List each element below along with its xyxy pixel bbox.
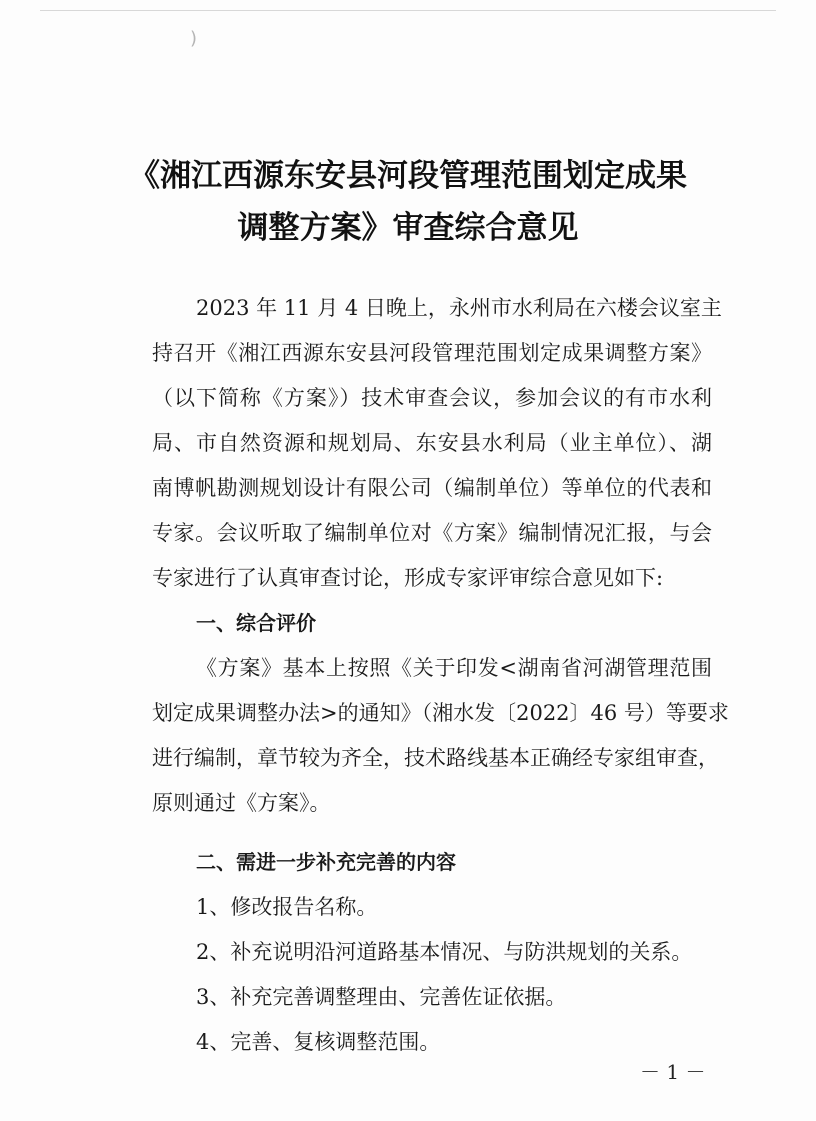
document-title — [100, 150, 716, 254]
page-number: － 1 － — [640, 1060, 706, 1084]
title-line-1: 《湘江西源东安县河段管理范围划定成果 — [129, 158, 687, 194]
intro-line-7: 专家进行了认真审查讨论，形成专家评审综合意见如下: — [152, 566, 664, 590]
evaluation-line-3: 进行编制，章节较为齐全，技术路线基本正确经专家组审查， — [152, 746, 719, 770]
intro-line-1: 2023 年 11 月 4 日晚上，永州市水利局在六楼会议室主 — [196, 296, 722, 320]
intro-line-5: 南博帆勘测规划设计有限公司（编制单位）等单位的代表和 — [152, 476, 712, 500]
intro-line-6: 专家。会议听取了编制单位对《方案》编制情况汇报，与会 — [152, 521, 712, 545]
evaluation-line-2: 划定成果调整办法>的通知》（湘水发〔2022〕46 号）等要求 — [152, 701, 729, 725]
document-body — [152, 286, 729, 1065]
improvement-item-4: 4、完善、复核调整范围。 — [196, 1030, 441, 1054]
improvement-item-2: 2、补充说明沿河道路基本情况、与防洪规划的关系。 — [196, 940, 693, 964]
title-line-2: 调整方案》审查综合意见 — [237, 210, 579, 246]
intro-line-3: （以下简称《方案》）技术审查会议，参加会议的有市水利 — [152, 386, 712, 410]
intro-line-2: 持召开《湘江西源东安县河段管理范围划定成果调整方案》 — [152, 341, 712, 365]
scan-edge-line — [40, 10, 776, 11]
improvement-item-1: 1、修改报告名称。 — [196, 895, 378, 919]
intro-line-4: 局、市自然资源和规划局、东安县水利局（业主单位）、湖 — [152, 431, 712, 455]
evaluation-line-4: 原则通过《方案》。 — [152, 791, 331, 815]
section-heading-improvements: 二、需进一步补充完善的内容 — [196, 850, 456, 874]
improvement-item-3: 3、补充完善调整理由、完善佐证依据。 — [196, 985, 567, 1009]
scan-mark: ) — [190, 28, 198, 49]
section-heading-evaluation: 一、综合评价 — [196, 611, 316, 635]
section-gap — [152, 826, 712, 840]
evaluation-line-1: 《方案》基本上按照《关于印发<湖南省河湖管理范围 — [196, 656, 712, 680]
